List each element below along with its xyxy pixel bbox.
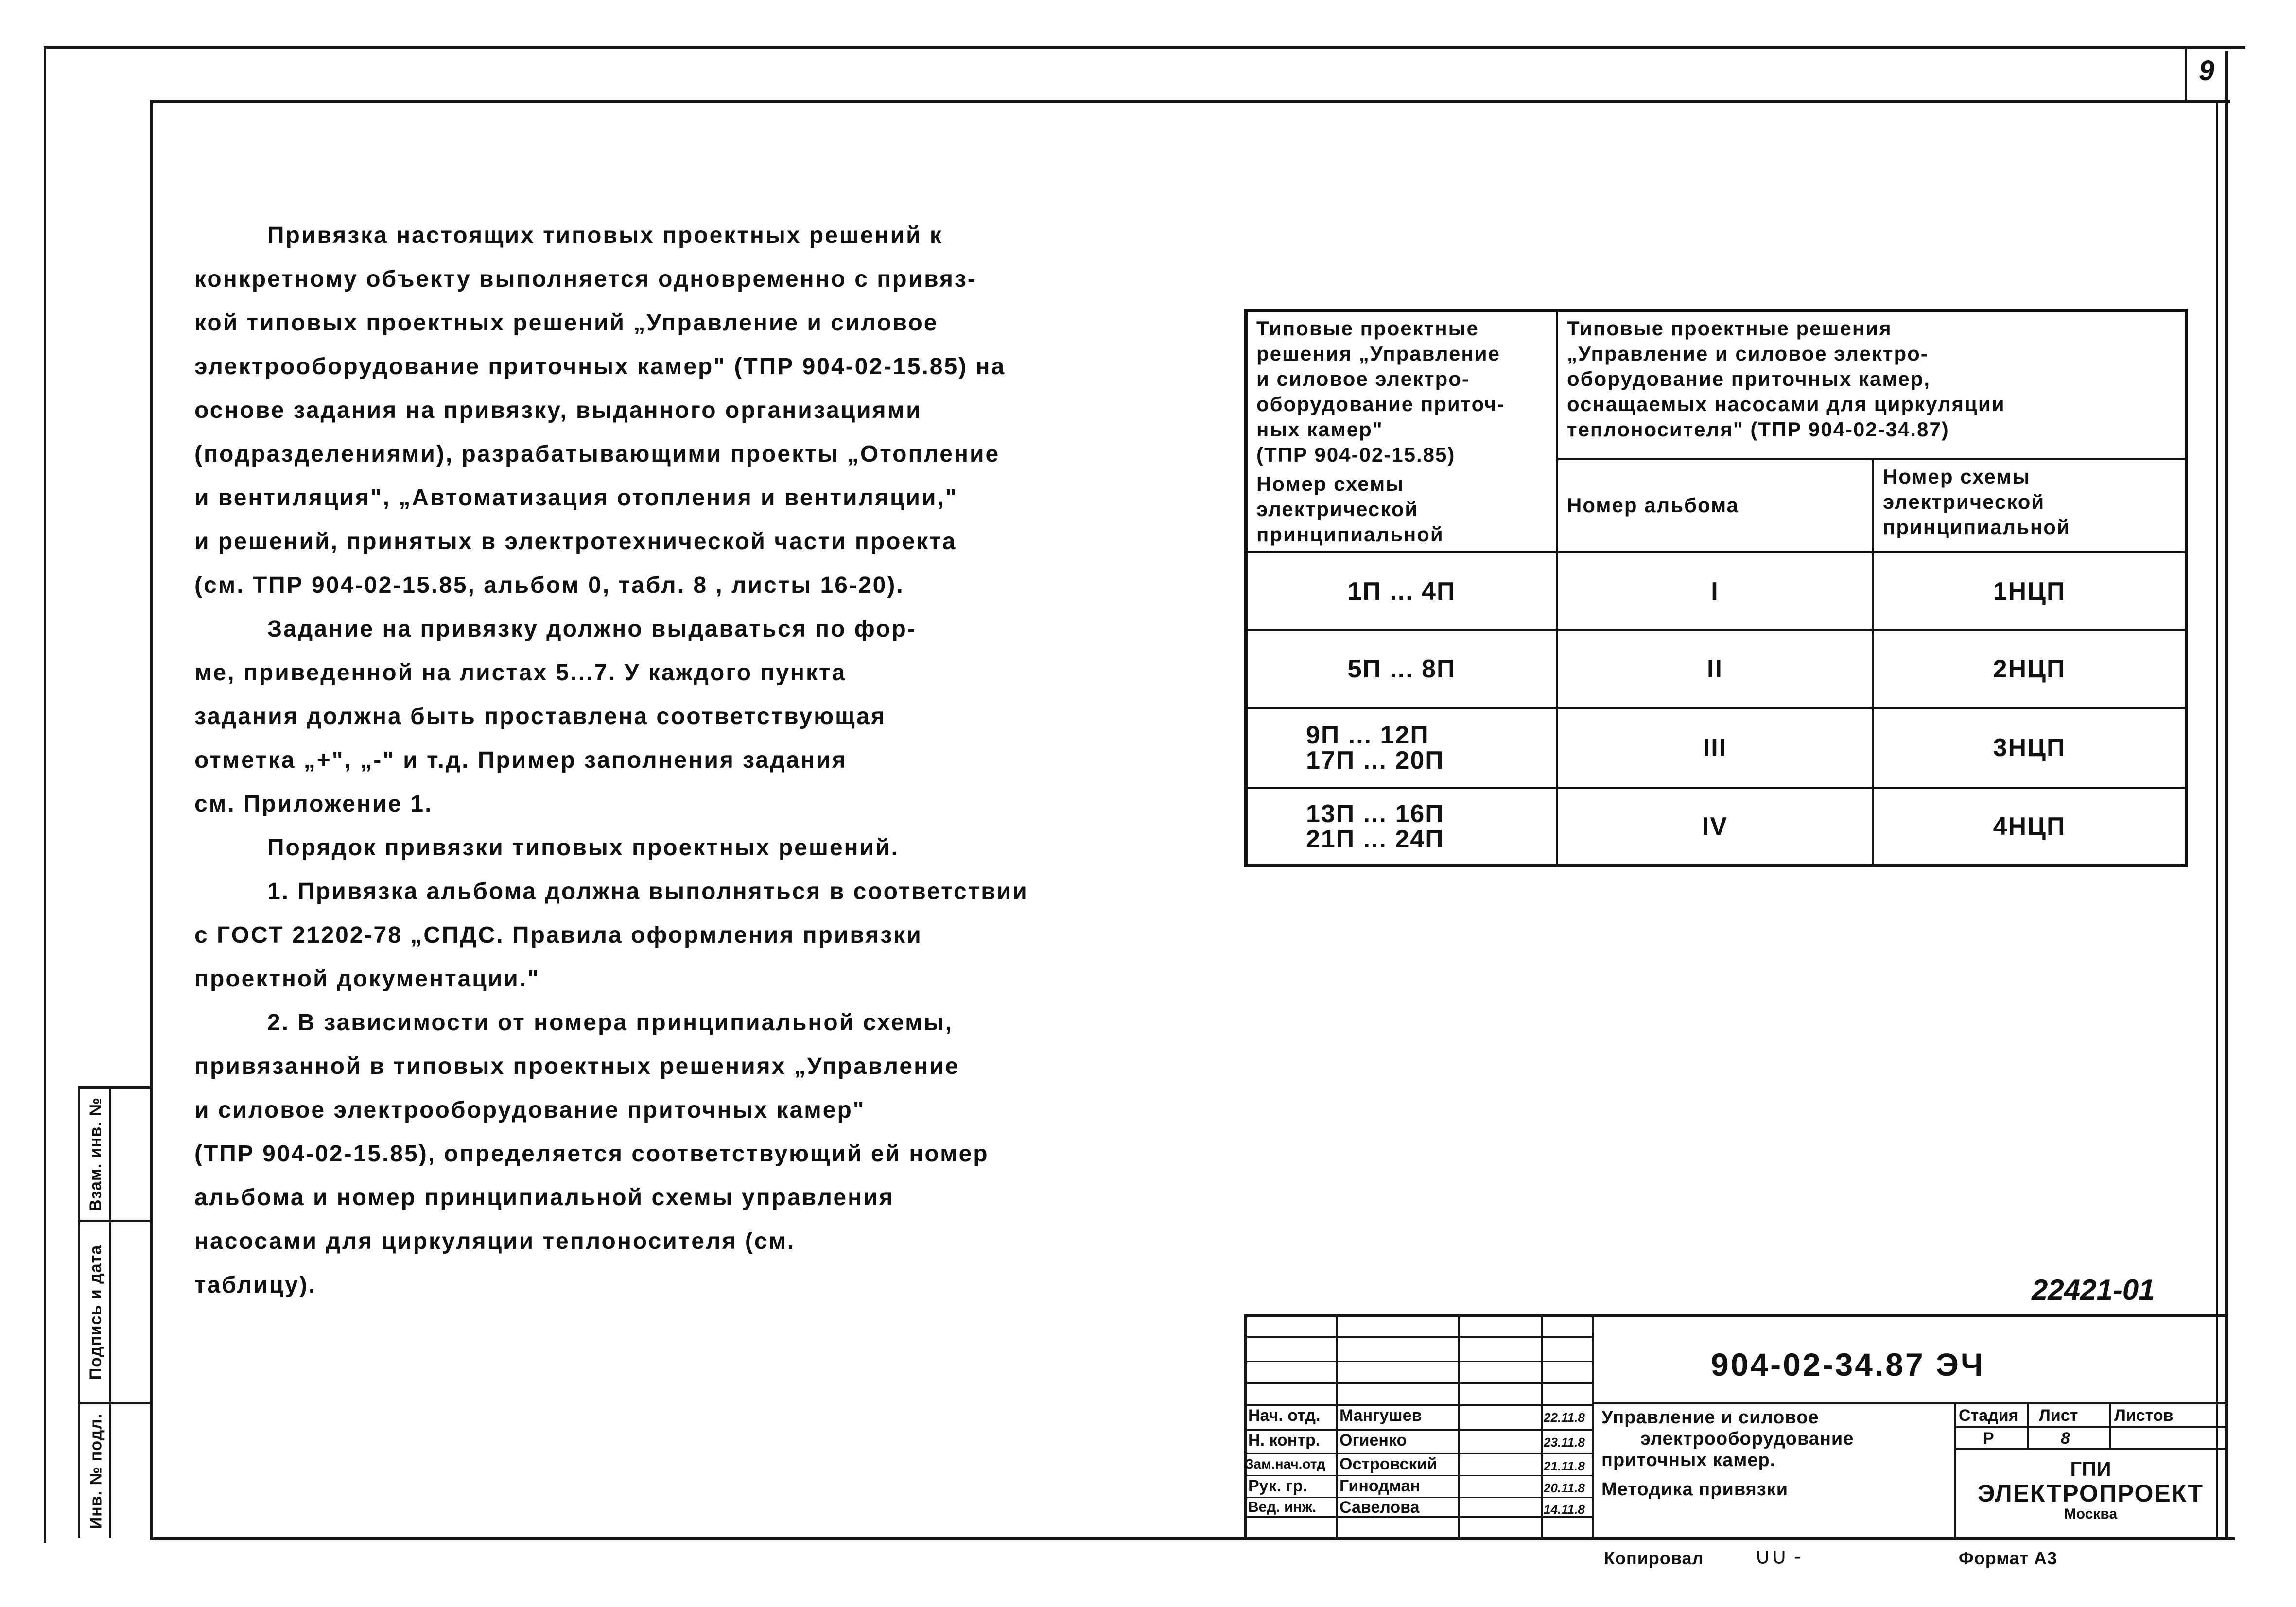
inner-frame-top — [150, 100, 2230, 103]
role: Вед. инж. — [1248, 1499, 1317, 1515]
person-name: Савелова — [1339, 1498, 1420, 1517]
text-line: с ГОСТ 21202-78 „СПДС. Правила оформления привязки — [194, 922, 922, 948]
col-header: Номер схемы — [1256, 472, 1405, 495]
inventory-number: 22421-01 — [2032, 1274, 2155, 1306]
title-line: Управление и силовое — [1601, 1407, 1819, 1428]
scheme-range: 13П ... 16П — [1306, 800, 1444, 828]
col-header: Номер схемы — [1883, 465, 2031, 488]
tb-col-line — [1458, 1314, 1460, 1538]
sign-date: 23.11.8 — [1544, 1435, 1585, 1450]
tb-col-line — [1541, 1314, 1543, 1538]
text-line: привязанной в типовых проектных решениях „Управление — [194, 1054, 960, 1079]
sign-date: 14.11.8 — [1544, 1502, 1585, 1517]
scheme-cell — [1246, 788, 1557, 866]
head-right-line: „Управление и силовое электро- — [1567, 342, 1929, 365]
stage-value: Р — [1983, 1429, 1994, 1448]
title-line: электрооборудование — [1640, 1429, 1854, 1449]
table-head-right — [1557, 311, 2187, 459]
table-head-left — [1246, 311, 1557, 553]
side-label: Подпись и дата — [87, 1244, 105, 1380]
scheme-range: 21П ... 24П — [1306, 825, 1444, 853]
org-line: Москва — [2064, 1506, 2118, 1522]
text-line: задания должна быть проставлена соответствующая — [194, 704, 886, 729]
head-left-line: решения „Управление — [1256, 342, 1500, 365]
tb-col-line — [1336, 1314, 1338, 1538]
tb-stage-row — [1954, 1426, 2225, 1428]
head-right-line: Типовые проектные решения — [1567, 317, 1892, 340]
correspondence-table — [1244, 309, 2188, 867]
org-line: ЭЛЕКТРОПРОЕКТ — [1977, 1480, 2204, 1507]
outer-frame-top — [44, 46, 2245, 49]
document-designation: 904-02-34.87 ЭЧ — [1711, 1347, 1985, 1382]
sheet-value: 8 — [2061, 1429, 2070, 1448]
title-line: Методика привязки — [1601, 1479, 1789, 1500]
outer-frame-left — [44, 46, 46, 1543]
col-header: принципиальной — [1883, 515, 2070, 538]
head-left-line: и силовое электро- — [1256, 367, 1470, 390]
circuit-cell: 2НЦП — [1873, 630, 2187, 708]
side-inv-podl — [80, 1404, 112, 1538]
tb-col-line — [1592, 1314, 1594, 1538]
text-line: ме, приведенной на листах 5...7. У каждого пункта — [194, 660, 847, 686]
title-line: приточных камер. — [1601, 1450, 1776, 1470]
head-left-line: оборудование приточ- — [1256, 393, 1505, 415]
col-header: электрической — [1883, 490, 2045, 513]
text-line: Привязка настоящих типовых проектных решений к — [267, 223, 943, 248]
side-label: Взам. инв. № — [87, 1097, 105, 1211]
table-row — [1246, 553, 2187, 630]
copied-by: Копировал — [1604, 1548, 1704, 1568]
table-header-row — [1246, 311, 2187, 459]
side-label: Инв. № подл. — [87, 1413, 105, 1529]
text-line: Задание на привязку должно выдаваться по фор- — [267, 616, 917, 642]
scheme-range: 1П ... 4П — [1347, 577, 1456, 605]
text-line: и силовое электрооборудование приточных камер" — [194, 1097, 866, 1123]
role: Рук. гр. — [1248, 1477, 1307, 1495]
text-line: проектной документации." — [194, 966, 540, 992]
person-name: Островский — [1339, 1455, 1438, 1473]
col-header: Номер альбома — [1567, 494, 1739, 517]
text-line: (ТПР 904-02-15.85), определяется соответствующий ей номер — [194, 1141, 989, 1167]
text-line: альбома и номер принципиальной схемы управления — [194, 1185, 894, 1210]
person-name: Огиенко — [1339, 1431, 1407, 1450]
head-left-line: ных камер" — [1256, 418, 1383, 441]
col-header-album — [1557, 459, 1873, 552]
circuit-cell: 3НЦП — [1873, 708, 2187, 788]
tb-stage-row2 — [1954, 1448, 2225, 1450]
table-row — [1246, 630, 2187, 708]
head-right-line: теплоносителя" (ТПР 904-02-34.87) — [1567, 418, 1949, 441]
sheets-header: Листов — [2114, 1406, 2174, 1425]
col-header-circuit — [1873, 459, 2187, 552]
text-line: кой типовых проектных решений „Управление и силовое — [194, 310, 939, 336]
scheme-cell — [1246, 553, 1557, 630]
paper-format: Формат А3 — [1959, 1548, 2058, 1568]
text-line: Порядок привязки типовых проектных решений. — [267, 835, 899, 861]
head-left-line: (ТПР 904-02-15.85) — [1256, 443, 1456, 466]
tb-stage-col3 — [2109, 1402, 2111, 1449]
sheet-header: Лист — [2039, 1406, 2078, 1425]
sign-date: 22.11.8 — [1544, 1410, 1585, 1425]
table-row — [1246, 788, 2187, 866]
text-line: электрооборудование приточных камер" (ТПР 904-02-15.85) на — [194, 354, 1006, 380]
scheme-range: 9П ... 12П — [1306, 721, 1429, 749]
head-right-line: оборудование приточных камер, — [1567, 367, 1931, 390]
inner-frame-left — [150, 100, 153, 1540]
text-line: насосами для циркуляции теплоносителя (см. — [194, 1228, 796, 1254]
sheet-number: 9 — [2198, 55, 2215, 86]
text-line: основе задания на привязку, выданного организациями — [194, 397, 922, 423]
circuit-cell: 1НЦП — [1873, 553, 2187, 630]
paragraph-intro — [194, 214, 1079, 1307]
sign-date: 21.11.8 — [1544, 1459, 1585, 1473]
text-line: 1. Привязка альбома должна выполняться в соответствии — [267, 879, 1028, 904]
col-header: принципиальной — [1256, 523, 1444, 546]
role: Зам.нач.отд — [1245, 1456, 1325, 1471]
stage-header: Стадия — [1959, 1406, 2018, 1425]
text-line: см. Приложение 1. — [194, 791, 433, 817]
text-line: 2. В зависимости от номера принципиальной схемы, — [267, 1010, 953, 1036]
album-cell: II — [1557, 630, 1873, 708]
album-cell: I — [1557, 553, 1873, 630]
text-line: (см. ТПР 904-02-15.85, альбом 0, табл. 8 , листы 16-20). — [194, 572, 904, 598]
album-cell: IV — [1557, 788, 1873, 866]
album-cell: III — [1557, 708, 1873, 788]
text-line: таблицу). — [194, 1272, 317, 1298]
table-row — [1246, 708, 2187, 788]
org-line: ГПИ — [2070, 1457, 2111, 1480]
organization — [1956, 1458, 2225, 1522]
sign-date: 20.11.8 — [1544, 1481, 1585, 1495]
inner-frame-right — [2225, 51, 2228, 1540]
tb-top — [1244, 1314, 2225, 1317]
inner-frame-bottom — [150, 1537, 2235, 1540]
scheme-range: 5П ... 8П — [1347, 655, 1456, 683]
scheme-range: 17П ... 20П — [1306, 746, 1444, 775]
tb-designation-line — [1592, 1402, 2225, 1404]
circuit-cell: 4НЦП — [1873, 788, 2187, 866]
text-line: и вентиляция", „Автоматизация отопления и вентиляции," — [194, 485, 958, 511]
copier-signature: ∪∪ - — [1755, 1543, 1801, 1569]
head-right-line: оснащаемых насосами для циркуляции — [1567, 393, 2005, 415]
side-vzam-inv — [80, 1089, 112, 1220]
inner-frame-right-2 — [2216, 100, 2218, 1538]
text-line: и решений, принятых в электротехнической части проекта — [194, 529, 957, 554]
person-name: Мангушев — [1339, 1406, 1422, 1425]
head-left-line: Типовые проектные — [1256, 317, 1479, 340]
role: Нач. отд. — [1248, 1406, 1321, 1425]
role: Н. контр. — [1248, 1431, 1321, 1450]
text-line: (подразделениями), разрабатывающими проекты „Отопление — [194, 441, 1000, 467]
tb-stage-col2 — [2027, 1402, 2029, 1449]
text-line: отметка „+", „-" и т.д. Пример заполнения задания — [194, 747, 847, 773]
document-title — [1601, 1407, 1854, 1500]
text-line: конкретному объекту выполняется одновременно с привяз- — [194, 266, 977, 292]
side-podpis-data — [80, 1222, 112, 1402]
tb-left — [1244, 1314, 1247, 1538]
scheme-cell — [1246, 630, 1557, 708]
col-header: электрической — [1256, 498, 1419, 520]
scheme-cell — [1246, 708, 1557, 788]
person-name: Гинодман — [1339, 1477, 1420, 1495]
